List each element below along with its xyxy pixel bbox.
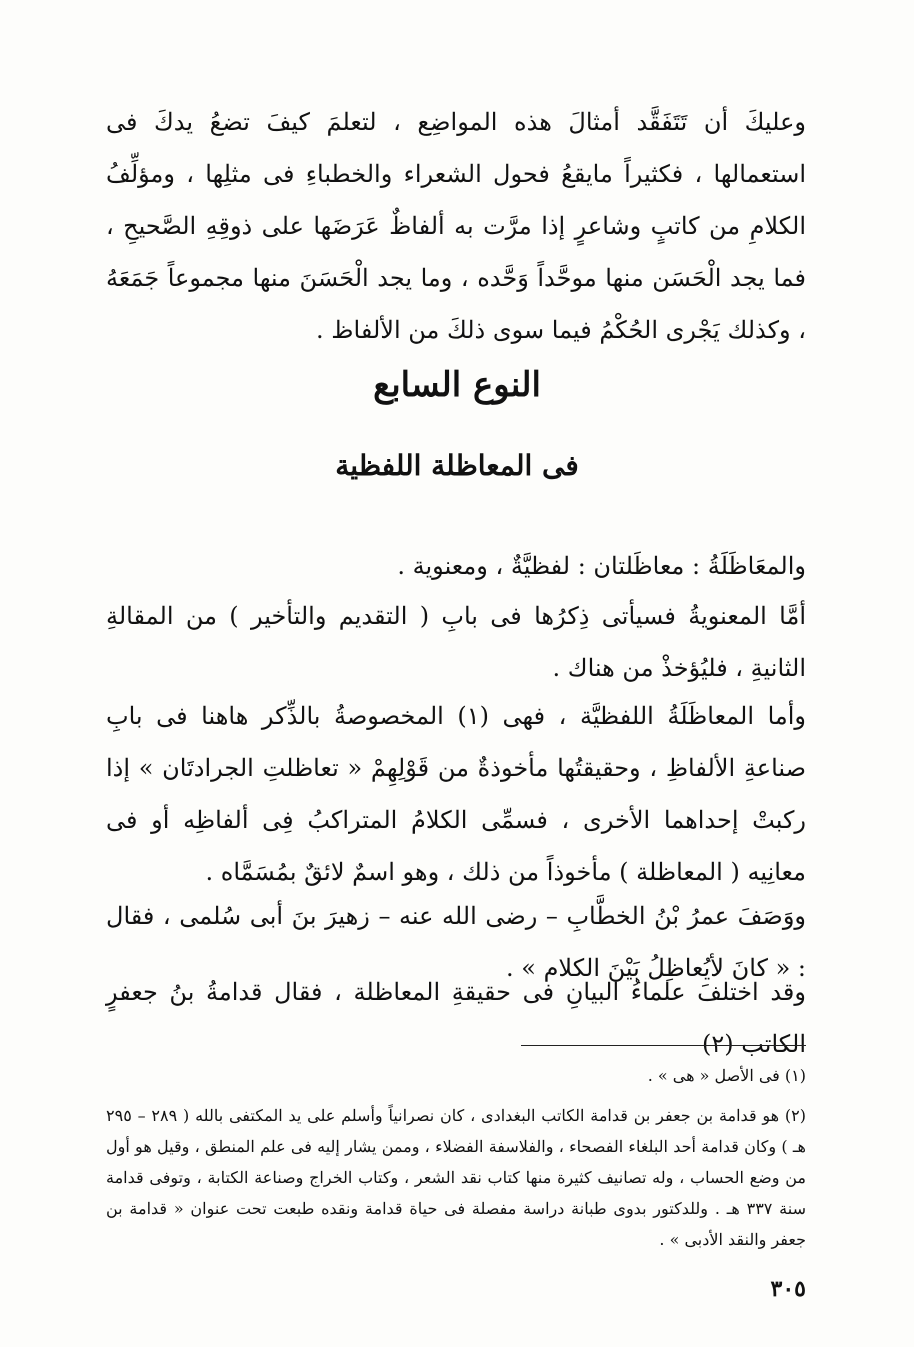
umar-paragraph: ووَصَفَ عمرُ بْنُ الخطَّابِ – رضى الله عنه – زهيرَ بنَ أبى سُلمى ، فقال : « كانَ لأيُعاظِلُ بَيْنَ الكلام » .: [106, 902, 806, 982]
definition-paragraph: والمعَاظَلَةُ : معاظَلتان : لفظيَّةٌ ، ومعنوية .: [397, 552, 806, 580]
lafziya-paragraph: وأما المعاظَلَةُ اللفظيَّة ، فهى (١) المخصوصةُ بالذِّكر هاهنا فى بابِ صناعةِ الألفاظِ ، وحقيقتُها مأخوذةٌ من قَوْلِهِمْ « تعاظلتِ الجرادتَان » إذا ركبتْ إحداهما الأخرى ، فسمِّى الكلامُ المتراكبُ فِى ألفاظِه أو فى معانِيه ( المعاظلة ) مأخوذاً من ذلك ، وهو اسمٌ لائقٌ بمُسَمَّاه .: [106, 702, 806, 886]
section-heading: النوع السابع: [373, 365, 541, 405]
maanawiya-paragraph: أمَّا المعنويةُ فسيأتى ذِكرُها فى بابِ ( التقديم والتأخير ) من المقالةِ الثانيةِ ، فليُؤخذْ من هناك .: [106, 602, 806, 682]
footnote-1: (١) فى الأصل « هى » .: [647, 1066, 806, 1085]
intro-paragraph: وعليكَ أن تَتَفَقَّد أمثالَ هذه المواضِع ، لتعلمَ كيفَ تضعُ يدكَ فى استعمالها ، فكثيراً مايقعُ فحول الشعراء والخطباءِ فى مثلِها ، ومؤلِّفُ الكلامِ من كاتبٍ وشاعرٍ إذا مرَّت به ألفاظٌ عَرَضَها على ذوقِهِ الصَّحيحِ ، فما يجد الْحَسَن منها موحَّداً وَحَّده ، وما يجد الْحَسَنَ منها مجموعاً جَمَعَهُ ، وكذلك يَجْرى الحُكْمُ فيما سوى ذلكَ من الألفاظ .: [106, 108, 806, 344]
page-number: ٣٠٥: [770, 1276, 806, 1302]
footnote-divider: [521, 1045, 806, 1046]
section-subheading: فى المعاظلة اللفظية: [335, 449, 579, 482]
qudama-paragraph: وقد اختلفَ علماءُ البيانِ فى حقيقةِ المعاظلة ، فقال قدامةُ بنُ جعفرٍ الكاتب (٢): [106, 978, 806, 1058]
footnote-2: (٢) هو قدامة بن جعفر بن قدامة الكاتب البغدادى ، كان نصرانياً وأسلم على يد المكتفى بالله ( ٢٨٩ – ٢٩٥ هـ ) وكان قدامة أحد البلغاء الفصحاء ، والفلاسفة الفضلاء ، وممن يشار إليه فى علم المنطق ، وقيل هو أول من وضع الحساب ، وله تصانيف كثيرة منها كتاب نقد الشعر ، وكتاب الخراج وصناعة الكتابة ، وتوفى قدامة سنة ٣٣٧ هـ . وللدكتور بدوى طبانة دراسة مفصلة فى حياة قدامة ونقده طبعت تحت عنوان « قدامة بن جعفر والنقد الأدبى » .: [106, 1106, 807, 1249]
